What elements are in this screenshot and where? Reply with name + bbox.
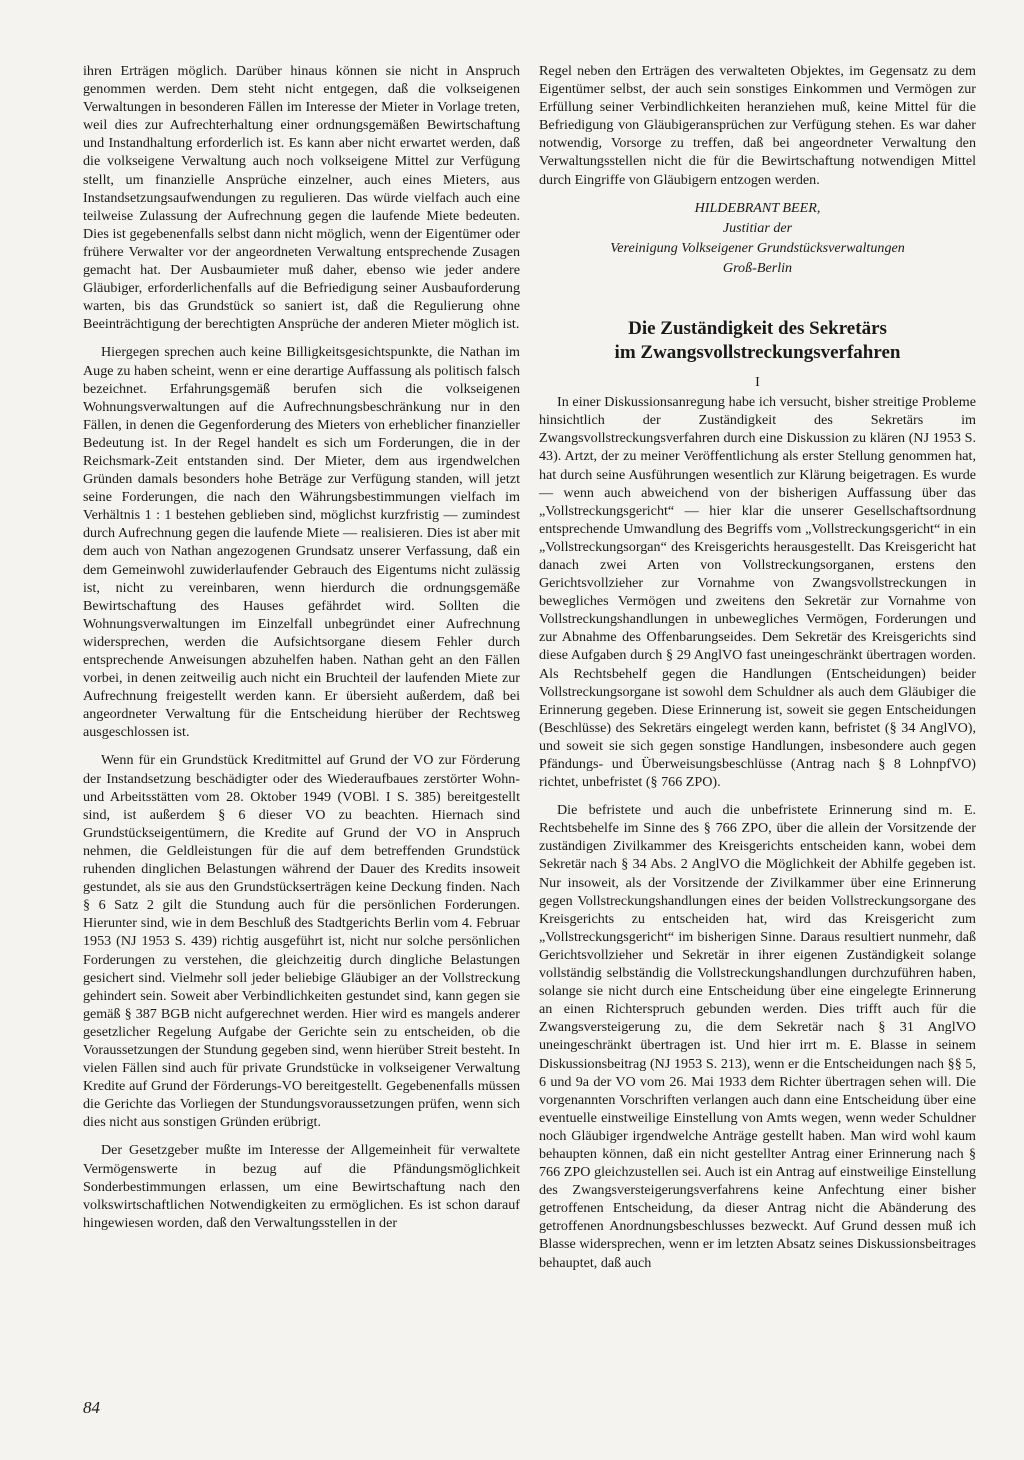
section-numeral: I bbox=[755, 374, 760, 391]
author-organization: Vereinigung Volkseigener Grundstücksverwaltungen bbox=[610, 239, 905, 256]
page-number: 84 bbox=[83, 1398, 100, 1417]
paragraph: Die befristete und auch die unbefristete Erinnerung sind m. E. Rechtsbehelfe im Sinne des § 766 ZPO, über die allein der Vorsitzende der zuständigen Zivilkammer des Kreisgerichts entscheiden kann, wobei dem Sekretär nach § 34 Abs. 2 AnglVO die Möglichkeit der Abhilfe gegeben ist. Nur insoweit, als der Vorsitzende der Zivilkammer über eine Erinnerung gegen Vollstreckungshandlungen eines der beiden Vollstreckungsorgane des Kreisgerichts zu entscheiden hat, wird das Kreisgericht zum „Vollstreckungsgericht“ im bisherigen Sinne. Daraus resultiert nunmehr, daß Gerichtsvollzieher und Sekretär in ihrer eigenen Zuständigkeit solange vollständig selbständig die Vollstreckungshandlungen durchzuführen haben, solange sie nicht durch eine Entscheidung über eine eingelegte Erinnerung an einen Richterspruch gebunden werden. Dies trifft auch für die Zwangsversteigerung zu, die dem Sekretär nach § 31 AnglVO uneingeschränkt übertragen ist. Und hier irrt m. E. Blasse in seinem Diskussionsbeitrag (NJ 1953 S. 213), wenn er die Entscheidungen nach §§ 5, 6 und 9a der VO vom 26. Mai 1933 dem Richter übertragen sehen will. Die vorgenannten Vorschriften verlangen auch dann eine Entscheidung über eine eventuelle einstweilige Einstellung von Amts wegen, wenn weder Schuldner noch Gläubiger irgendwelche Anträge gestellt haben. Man wird wohl kaum behaupten können, daß ein nicht gestellter Antrag einer Erinnerung nach § 766 ZPO gleichzustellen sei. Auch ist ein Antrag auf einstweilige Einstellung des Zwangsversteigerungsverfahrens keine Anfechtung einer bisher getroffenen Entscheidung, da dieser Antrag nicht die Abänderung des getroffenen Anordnungsbeschlusses bezweckt. Auf Grund dessen muß ich Blasse widersprechen, wenn er im letzten Absatz seines Diskussionsbeitrages behauptet, daß auch bbox=[539, 802, 976, 1271]
author-title: Justitiar der bbox=[722, 219, 793, 236]
paragraph: In einer Diskussionsanregung habe ich versucht, bisher streitige Probleme hinsichtlich der Zuständigkeit des Sekretärs im Zwangsvollstreckungsverfahren durch eine Diskussion zu klären (NJ 1953 S. 43). Artzt, der zu meiner Veröffentlichung als erster Stellung genommen hat, hat durch seine Ausführungen wesentlich zur Klärung beigetragen. Es wurde — wenn auch abweichend von der bisherigen Auffassung über das „Vollstreckungsgericht“ — hier klar die unserer Gesellschaftsordnung entsprechende Umwandlung des Begriffs vom „Vollstreckungsgericht“ in ein „Vollstreckungsorgan“ des Kreisgerichts herausgestellt. Das Kreisgericht hat danach zwei Arten von Vollstreckungsorganen, erstens den Gerichtsvollzieher zur Vornahme von Zwangsvollstreckungen in bewegliches Vermögen und zweitens den Sekretär zur Vornahme von Vollstreckungshandlungen in unbewegliches Vermögen, Forderungen und zur Abnahme des Offenbarungseides. Dem Sekretär des Kreisgerichts sind diese Aufgaben durch § 29 AnglVO fast uneingeschränkt übertragen worden. Als Rechtsbehelf gegen die Handlungen (Entscheidungen) beider Vollstreckungsorgane ist sowohl dem Schuldner als auch dem Gläubiger die Erinnerung gegeben. Diese Erinnerung ist, soweit sie gegen Entscheidungen (Beschlüsse) des Sekretärs eingelegt werden kann, befristet (§ 34 AnglVO), und soweit sie sich gegen sonstige Handlungen, insbesondere auch gegen Pfändungs- und Überweisungsbeschlüsse (Antrag nach § 8 LohnpfVO) richtet, unbefristet (§ 766 ZPO). bbox=[539, 394, 976, 791]
paragraph: Der Gesetzgeber mußte im Interesse der Allgemeinheit für verwaltete Vermögenswerte in bezug auf die Pfändungsmöglichkeit Sonderbestimmungen erlassen, um eine Bewirtschaftung nach den volkswirtschaftlichen Notwendigkeiten zu ermöglichen. Es ist schon darauf hingewiesen worden, daß den Verwaltungsstellen in der bbox=[83, 1142, 520, 1231]
paragraph: ihren Erträgen möglich. Darüber hinaus können sie nicht in Anspruch genommen werden. Dem steht nicht entgegen, daß die volkseigenen Verwaltungen in besonderen Fällen im Interesse der Mieter in Vorlage treten, weil dies zur Aufrechterhaltung einer ordnungsgemäßen Bewirtschaftung und Instandhaltung erforderlich ist. Es kann aber nicht erwartet werden, daß die volkseigene Verwaltung auch noch volkseigene Mittel zur Verfügung stellt, um finanzielle Ansprüche einzelner, auch eines Mieters, aus Instandsetzungsaufwendungen zu regulieren. Das würde vielfach auch eine teilweise Zulassung der Aufrechnung gegen die laufende Miete bedeuten. Dies ist gegebenenfalls selbst dann nicht möglich, wenn der Eigentümer oder frühere Verwalter vor der angeordneten Verwaltung entsprechende Zusagen gemacht hat. Der Ausbaumieter muß daher, ebenso wie jeder andere Gläubiger, erforderlichenfalls auf die Befriedigung seiner Ausbauforderung warten, bis das Grundstück so saniert ist, daß die Regulierung ohne Beeinträchtigung der berechtigten Ansprüche der anderen Mieter möglich ist. bbox=[83, 63, 520, 333]
left-column bbox=[83, 62, 520, 1242]
right-column bbox=[539, 62, 976, 1282]
author-name: HILDEBRANT BEER, bbox=[694, 199, 821, 216]
paragraph: Wenn für ein Grundstück Kreditmittel auf Grund der VO zur Förderung der Instandsetzung beschädigter oder des Wiederaufbaues zerstörter Wohn- und Arbeitsstätten vom 28. Oktober 1949 (VOBl. I S. 385) bereitgestellt sind, ist außerdem § 6 dieser VO zu beachten. Hiernach sind Grundstückseigentümern, die Kredite auf Grund der VO in Anspruch nehmen, die Geldleistungen für die auf dem betreffenden Grundstück ruhenden dinglichen Belastungen während der Dauer des Kredits insoweit gestundet, als sie aus den Grundstückserträgen keine Deckung finden. Nach § 6 Satz 2 gilt die Stundung auch für die persönlichen Forderungen. Hierunter sind, wie in dem Beschluß des Stadtgerichts Berlin vom 4. Februar 1953 (NJ 1953 S. 439) richtig ausgeführt ist, nicht nur solche persönlichen Forderungen zu verstehen, die gleichzeitig durch dingliche Belastungen gesichert sind. Vielmehr soll jeder beliebige Gläubiger an der Vollstreckung gehindert sein. Soweit aber Verbindlichkeiten gestundet sind, kann gegen sie gemäß § 387 BGB nicht aufgerechnet werden. Hier wird es mangels anderer gesetzlicher Regelung Aufgabe der Gerichte sein zu entscheiden, ob die Voraussetzungen der Stundung gegeben sind, wenn hierüber Streit besteht. In vielen Fällen sind auch für private Grundstücke in volkseigener Verwaltung Kredite auf Grund der Förderungs-VO bereitgestellt. Gegebenenfalls müssen die Gerichte das Vorliegen der Stundungsvoraussetzungen prüfen, wenn sich dies nicht aus sonstigen Gründen erübrigt. bbox=[83, 752, 520, 1131]
paragraph: Hiergegen sprechen auch keine Billigkeitsgesichtspunkte, die Nathan im Auge zu haben scheint, wenn er eine derartige Auffassung als politisch falsch bezeichnet. Erfahrungsgemäß berufen sich die volkseigenen Wohnungsverwaltungen auf die Aufrechnungsbeschränkung nur in den Fällen, in denen die Gegenforderung des Mieters von erheblicher finanzieller Bedeutung ist. In der Regel handelt es sich um Forderungen, die in der Reichsmark-Zeit entstanden sind. Der Mieter, dem aus irgendwelchen Gründen damals besonders hohe Beträge zur Verfügung standen, will jetzt seine Forderungen, die nach den Währungsbestimmungen vielfach im Verhältnis 1 : 1 bestehen geblieben sind, möglichst kurzfristig — zumindest durch Aufrechnung gegen die laufende Miete — realisieren. Dies ist aber mit dem auch von Nathan angezogenen Grundsatz unserer Verfassung, daß ein dem Gemeinwohl zuwiderlaufender Gebrauch des Eigentums nicht zulässig ist, nicht zu vereinbaren, wenn hierdurch die ordnungsgemäße Bewirtschaftung des Hauses gefährdet wird. Sollten die Wohnungsverwaltungen im Einzelfall unbegründet einer Aufrechnung widersprechen, werden die Aufsichtsorgane diesem Fehler durch entsprechende Anweisungen abzuhelfen haben. Nathan geht an den Fällen vorbei, in denen zeitweilig auch nicht ein Bruchteil der laufenden Miete zur Aufrechnung freigestellt werden kann. Er übersieht außerdem, daß bei angeordneter Verwaltung für die Entscheidung hierüber der Rechtsweg ausgeschlossen ist. bbox=[83, 344, 520, 741]
article-title bbox=[539, 317, 976, 365]
author-location: Groß-Berlin bbox=[722, 259, 793, 276]
article-title-line: Die Zuständigkeit des Sekretärs bbox=[628, 318, 887, 340]
author-signature bbox=[539, 199, 976, 277]
paragraph: Regel neben den Erträgen des verwalteten Objektes, im Gegensatz zu dem Eigentümer selbst, der auch sein sonstiges Einkommen und Vermögen zur Erfüllung seiner Verbindlichkeiten heranziehen muß, keine Mittel für die Befriedigung von Gläubigeransprüchen zur Verfügung stehen. Es war daher notwendig, Vorsorge zu treffen, daß bei angeordneter Verwaltung den Verwaltungsstellen nicht die für die Bewirtschaftung notwendigen Mittel durch Eingriffe von Gläubigern entzogen werden. bbox=[539, 63, 976, 188]
article-title-line: im Zwangsvollstreckungsverfahren bbox=[614, 342, 901, 364]
